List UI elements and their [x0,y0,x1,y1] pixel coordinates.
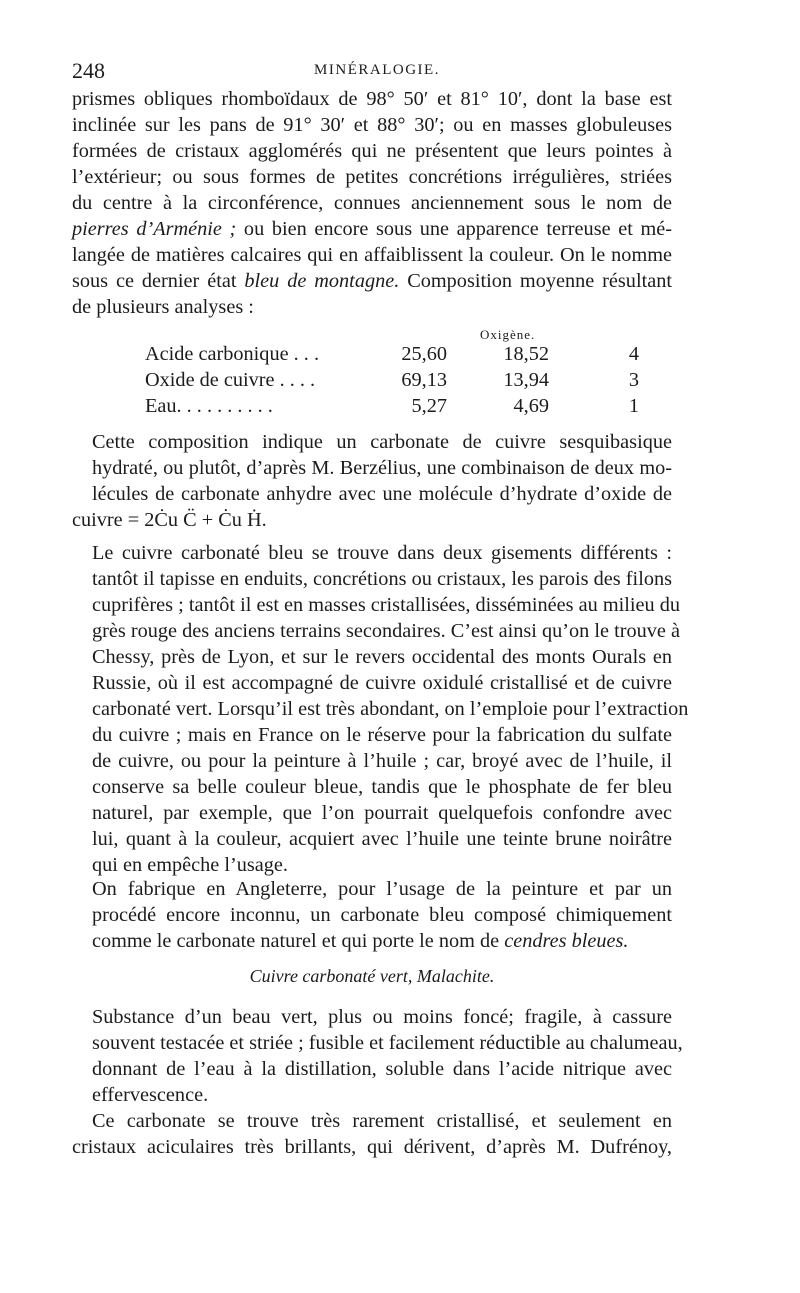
text-line: cuprifères ; tantôt il est en masses cristallisées, disséminées au milieu du [92,594,681,616]
running-title: MINÉRALOGIE. [314,62,440,78]
text-line: conserve sa belle couleur bleue, tandis que le phosphate de fer bleu [92,776,672,798]
component-ratio: 3 [628,368,639,391]
text-line: effervescence. [92,1084,209,1106]
text-fragment: sous ce dernier état [72,270,237,292]
text-line: Chessy, près de Lyon, et sur le revers occidental des monts Ourals en [92,646,672,668]
text-line: l’extérieur; ou sous formes de petites concrétions irrégulières, striées [72,166,672,188]
component-ratio: 4 [628,342,639,365]
text-line: procédé encore inconnu, un carbonate bleu composé chimiquement [92,904,672,926]
text-fragment: ou bien encore sous une apparence terreuse et mé- [243,218,672,240]
text-line: On fabrique en Angleterre, pour l’usage de la peinture et par un [92,878,672,900]
text-line: lécules de carbonate anhydre avec une molécule d’hydrate d’oxide de [92,483,672,505]
component-value: 25,60 [401,342,447,365]
italic-term-cendres: cendres bleues. [504,930,629,952]
table-row [145,367,639,393]
paragraph-substance [72,1004,683,1108]
paragraph-composition [72,429,672,533]
text-line: prismes obliques rhomboïdaux de 98° 50′ et 81° 10′, dont la base est [72,88,672,110]
component-value: 69,13 [401,368,447,391]
text-line: de cuivre, ou pour la peinture à l’huile ; car, broyé avec de l’huile, il [92,750,672,772]
component-name: Oxide de cuivre . . . . [145,368,316,391]
paragraph-prismes [72,86,672,320]
text-line: de plusieurs analyses : [72,296,254,318]
oxygen-column-header: Oxigène. [480,327,536,342]
text-line: inclinée sur les pans de 91° 30′ et 88° 30′; ou en masses globuleuses [72,114,672,136]
text-line: du centre à la circonférence, connues anciennement sous le nom de [72,192,672,214]
component-oxygen: 13,94 [503,368,549,391]
page-number: 248 [72,58,105,83]
component-oxygen: 4,69 [513,394,549,417]
text-line: Le cuivre carbonaté bleu se trouve dans deux gisements différents : [92,542,672,564]
page-header [72,58,682,88]
text-fragment: Composition moyenne résultant [407,270,672,292]
text-line: tantôt il tapisse en enduits, concrétions ou cristaux, les parois des filons [92,568,672,590]
italic-term-pierres: pierres d’Arménie ; [72,218,237,240]
italic-term-bleu: bleu de montagne. [244,270,400,292]
text-line [72,216,672,242]
text-line [72,268,672,294]
component-name: Eau. . . . . . . . . . [145,394,273,417]
text-line: souvent testacée et striée ; fusible et facilement réductible au chalumeau, [92,1032,683,1054]
component-name: Acide carbonique . . . [145,342,320,365]
text-line: Substance d’un beau vert, plus ou moins foncé; fragile, à cassure [92,1006,672,1028]
text-line: Cette composition indique un carbonate de cuivre sesquibasique [92,431,672,453]
text-line: qui en empêche l’usage. [92,854,288,876]
text-line: donnant de l’eau à la distillation, soluble dans l’acide nitrique avec [92,1058,672,1080]
composition-table [145,341,639,419]
component-oxygen: 18,52 [503,342,549,365]
text-line [72,928,672,954]
text-line: du cuivre ; mais en France on le réserve pour la fabrication du sulfate [92,724,672,746]
text-line: Ce carbonate se trouve très rarement cristallisé, et seulement en [92,1110,672,1132]
table-row [145,341,639,367]
text-line: formées de cristaux agglomérés qui ne présentent que leurs pointes à [72,140,672,162]
text-line: Russie, où il est accompagné de cuivre oxidulé cristallisé et de cuivre [92,672,672,694]
text-line: hydraté, ou plutôt, d’après M. Berzélius, une combinaison de deux mo- [92,457,672,479]
text-line: lui, quant à la couleur, acquiert avec l’huile une teinte brune noirâtre [92,828,672,850]
text-line: grès rouge des anciens terrains secondaires. C’est ainsi qu’on le trouve à [92,620,680,642]
text-line: langée de matières calcaires qui en affaiblissent la couleur. On le nomme [72,244,672,266]
component-value: 5,27 [411,394,447,417]
text-fragment: comme le carbonate naturel et qui porte le nom de [92,930,500,952]
component-ratio: 1 [628,394,639,417]
section-title: Cuivre carbonaté vert, Malachite. [249,966,495,986]
paragraph-gisements [72,540,689,878]
paragraph-angleterre [72,876,672,954]
text-line: cristaux aciculaires très brillants, qui dérivent, d’après M. Dufrénoy, [72,1136,672,1158]
text-line: carbonaté vert. Lorsqu’il est très abondant, on l’emploie pour l’extraction [92,698,689,720]
paragraph-carbonate [72,1108,672,1160]
text-line: naturel, par exemple, que l’on pourrait quelquefois confondre avec [92,802,672,824]
table-row [145,393,639,419]
formula-line: cuivre = 2Ċu C̈ + Ċu Ḣ. [72,509,267,531]
